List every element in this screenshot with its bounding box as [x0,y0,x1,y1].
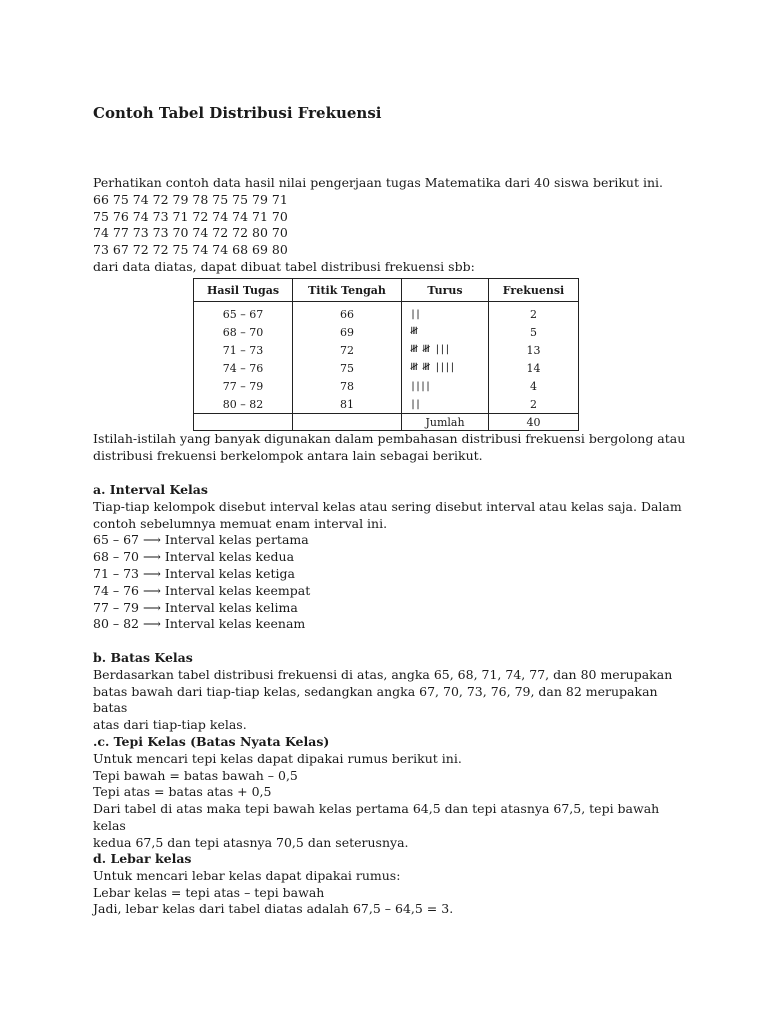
cell-range: 77 – 79 [194,377,293,395]
section-heading: b. Batas Kelas [93,650,193,665]
total-value: 40 [489,414,579,431]
cell-range: 74 – 76 [194,359,293,377]
cell-empty [194,414,293,431]
cell-tally: || [402,302,489,324]
cell-tally: 𝍸 𝍸 ||| [402,341,489,359]
cell-mid: 81 [293,395,402,414]
paragraph-line: contoh sebelumnya memuat enam interval ini. [93,515,388,531]
list-item: 77 – 79 ⟶ Interval kelas kelima [93,599,298,615]
formula-line: Lebar kelas = tepi atas – tepi bawah [93,884,325,900]
paragraph-line: atas dari tiap-tiap kelas. [93,717,247,733]
paragraph-line: Berdasarkan tabel distribusi frekuensi di atas, angka 65, 68, 71, 74, 77, dan 80 merupakan [93,666,673,682]
cell-range: 71 – 73 [194,341,293,359]
table-row [194,377,579,395]
cell-freq: 2 [489,302,579,324]
list-item: 68 – 70 ⟶ Interval kelas kedua [93,549,295,565]
cell-freq: 5 [489,323,579,341]
list-item: 74 – 76 ⟶ Interval kelas keempat [93,582,311,598]
table-header-row [194,279,579,302]
data-row: 74 77 73 73 70 74 72 72 80 70 [93,225,288,241]
cell-empty [293,414,402,431]
cell-tally: 𝍸 [402,323,489,341]
cell-tally: |||| [402,377,489,395]
table-row [194,323,579,341]
list-item: 71 – 73 ⟶ Interval kelas ketiga [93,565,296,581]
section-heading: d. Lebar kelas [93,851,192,866]
header-hasil-tugas: Hasil Tugas [194,279,293,302]
list-item: 80 – 82 ⟶ Interval kelas keenam [93,616,306,632]
header-frekuensi: Frekuensi [489,279,579,302]
section-d [93,851,693,918]
formula-line: Tepi atas = batas atas + 0,5 [93,784,272,800]
cell-freq: 2 [489,395,579,414]
header-titik-tengah: Titik Tengah [293,279,402,302]
paragraph-line: Dari tabel di atas maka tepi bawah kelas pertama 64,5 dan tepi atasnya 67,5, tepi bawah kelas [93,801,660,833]
section-a [93,482,693,633]
cell-freq: 14 [489,359,579,377]
section-c [93,734,693,852]
paragraph-line: kedua 67,5 dan tepi atasnya 70,5 dan seterusnya. [93,834,409,850]
cell-mid: 75 [293,359,402,377]
table-row [194,341,579,359]
paragraph-line: Untuk mencari tepi kelas dapat dipakai rumus berikut ini. [93,750,462,766]
total-label: Jumlah [402,414,489,431]
section-heading: a. Interval Kelas [93,482,208,497]
cell-freq: 4 [489,377,579,395]
cell-tally: || [402,395,489,414]
list-item: 65 – 67 ⟶ Interval kelas pertama [93,532,309,548]
header-turus: Turus [402,279,489,302]
cell-mid: 78 [293,377,402,395]
cell-range: 68 – 70 [194,323,293,341]
frequency-table [193,278,579,431]
paragraph-line: distribusi frekuensi berkelompok antara lain sebagai berikut. [93,447,483,463]
document-title: Contoh Tabel Distribusi Frekuensi [93,104,382,122]
paragraph-line: batas bawah dari tiap-tiap kelas, sedangkan angka 67, 70, 73, 76, 79, dan 82 merupakan batas [93,683,658,716]
table-total-row [194,414,579,431]
formula-line: Tepi bawah = batas bawah – 0,5 [93,767,298,783]
intro-block [93,175,693,276]
paragraph-line: Tiap-tiap kelompok disebut interval kelas atau sering disebut interval atau kelas saja. Dalam [93,498,682,514]
paragraph-line: Untuk mencari lebar kelas dapat dipakai rumus: [93,867,401,883]
cell-freq: 13 [489,341,579,359]
cell-range: 65 – 67 [194,302,293,324]
paragraph-line: Istilah-istilah yang banyak digunakan dalam pembahasan distribusi frekuensi bergolong atau [93,431,686,446]
data-row: 75 76 74 73 71 72 74 74 71 70 [93,208,288,224]
intro-line: dari data diatas, dapat dibuat tabel distribusi frekuensi sbb: [93,258,475,274]
cell-mid: 66 [293,302,402,324]
table-row [194,359,579,377]
cell-mid: 72 [293,341,402,359]
after-table-block [93,431,693,465]
intro-line: Perhatikan contoh data hasil nilai pengerjaan tugas Matematika dari 40 siswa berikut ini. [93,175,663,190]
table-row [194,395,579,414]
cell-mid: 69 [293,323,402,341]
cell-tally: 𝍸 𝍸 |||| [402,359,489,377]
paragraph-line: Jadi, lebar kelas dari tabel diatas adalah 67,5 – 64,5 = 3. [93,901,454,917]
section-b [93,650,693,734]
data-row: 73 67 72 72 75 74 74 68 69 80 [93,242,288,258]
section-heading: .c. Tepi Kelas (Batas Nyata Kelas) [93,734,330,749]
data-row: 66 75 74 72 79 78 75 75 79 71 [93,191,288,207]
table-row [194,302,579,324]
cell-range: 80 – 82 [194,395,293,414]
